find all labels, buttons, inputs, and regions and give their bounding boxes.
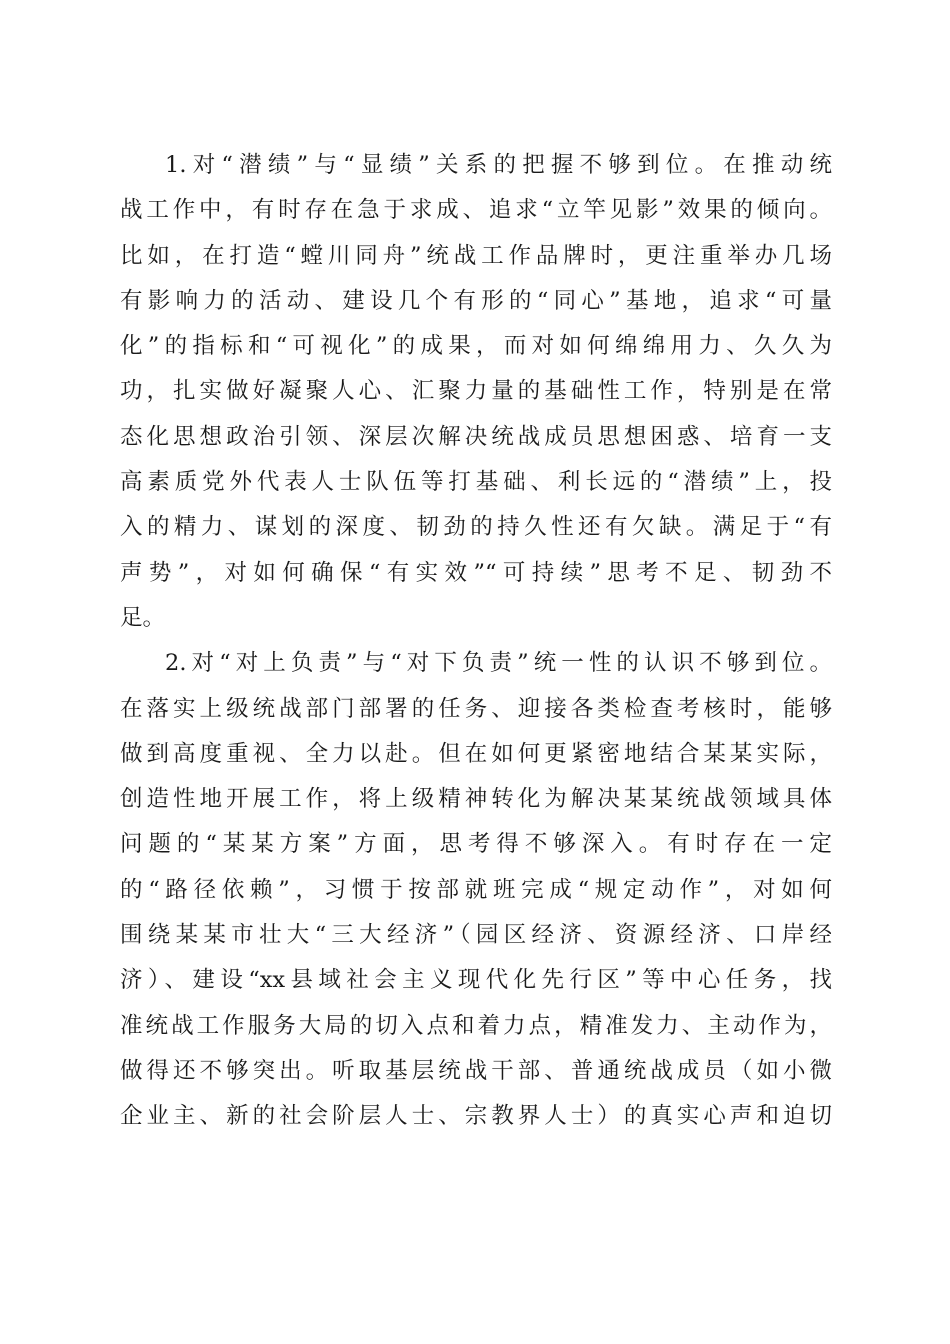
paragraph-line: 有影响力的活动、建设几个有形的“同心”基地，追求“可量 bbox=[120, 287, 832, 314]
paragraph-1 bbox=[120, 143, 832, 641]
paragraph-line: 准统战工作服务大局的切入点和着力点，精准发力、主动作为， bbox=[120, 1012, 832, 1039]
paragraph-line: 在落实上级统战部门部署的任务、迎接各类检查考核时，能够 bbox=[120, 695, 832, 722]
paragraph-line: 足。 bbox=[120, 604, 166, 631]
paragraph-line: 入的精力、谋划的深度、韧劲的持久性还有欠缺。满足于“有 bbox=[120, 514, 832, 541]
paragraph-line: 化”的指标和“可视化”的成果，而对如何绵绵用力、久久为 bbox=[120, 333, 832, 360]
paragraph-line: 战工作中，有时存在急于求成、追求“立竿见影”效果的倾向。 bbox=[120, 197, 832, 224]
paragraph-line: 2.对“对上负责”与“对下负责”统一性的认识不够到位。 bbox=[165, 650, 832, 677]
paragraph-line: 企业主、新的社会阶层人士、宗教界人士）的真实心声和迫切 bbox=[120, 1103, 832, 1130]
paragraph-line: 高素质党外代表人士队伍等打基础、利长远的“潜绩”上，投 bbox=[120, 469, 832, 496]
paragraph-line: 的“路径依赖”，习惯于按部就班完成“规定动作”，对如何 bbox=[120, 876, 832, 903]
paragraph-line: 做得还不够突出。听取基层统战干部、普通统战成员（如小微 bbox=[120, 1057, 832, 1084]
paragraph-line: 济）、建设“xx县域社会主义现代化先行区”等中心任务，找 bbox=[120, 967, 832, 994]
paragraph-line: 比如，在打造“螳川同舟”统战工作品牌时，更注重举办几场 bbox=[120, 242, 832, 269]
paragraph-line: 1.对“潜绩”与“显绩”关系的把握不够到位。在推动统 bbox=[165, 152, 832, 178]
document-body bbox=[120, 143, 832, 1140]
paragraph-line: 问题的“某某方案”方面，思考得不够深入。有时存在一定 bbox=[120, 831, 832, 858]
paragraph-line: 创造性地开展工作，将上级精神转化为解决某某统战领域具体 bbox=[120, 786, 832, 813]
paragraph-2 bbox=[120, 641, 832, 1139]
paragraph-line: 声势”，对如何确保“有实效”“可持续”思考不足、韧劲不 bbox=[120, 559, 832, 586]
paragraph-line: 围绕某某市壮大“三大经济”（园区经济、资源经济、口岸经 bbox=[120, 922, 832, 949]
paragraph-line: 做到高度重视、全力以赴。但在如何更紧密地结合某某实际， bbox=[120, 740, 832, 767]
paragraph-line: 功，扎实做好凝聚人心、汇聚力量的基础性工作，特别是在常 bbox=[120, 378, 832, 405]
paragraph-line: 态化思想政治引领、深层次解决统战成员思想困惑、培育一支 bbox=[120, 423, 832, 450]
